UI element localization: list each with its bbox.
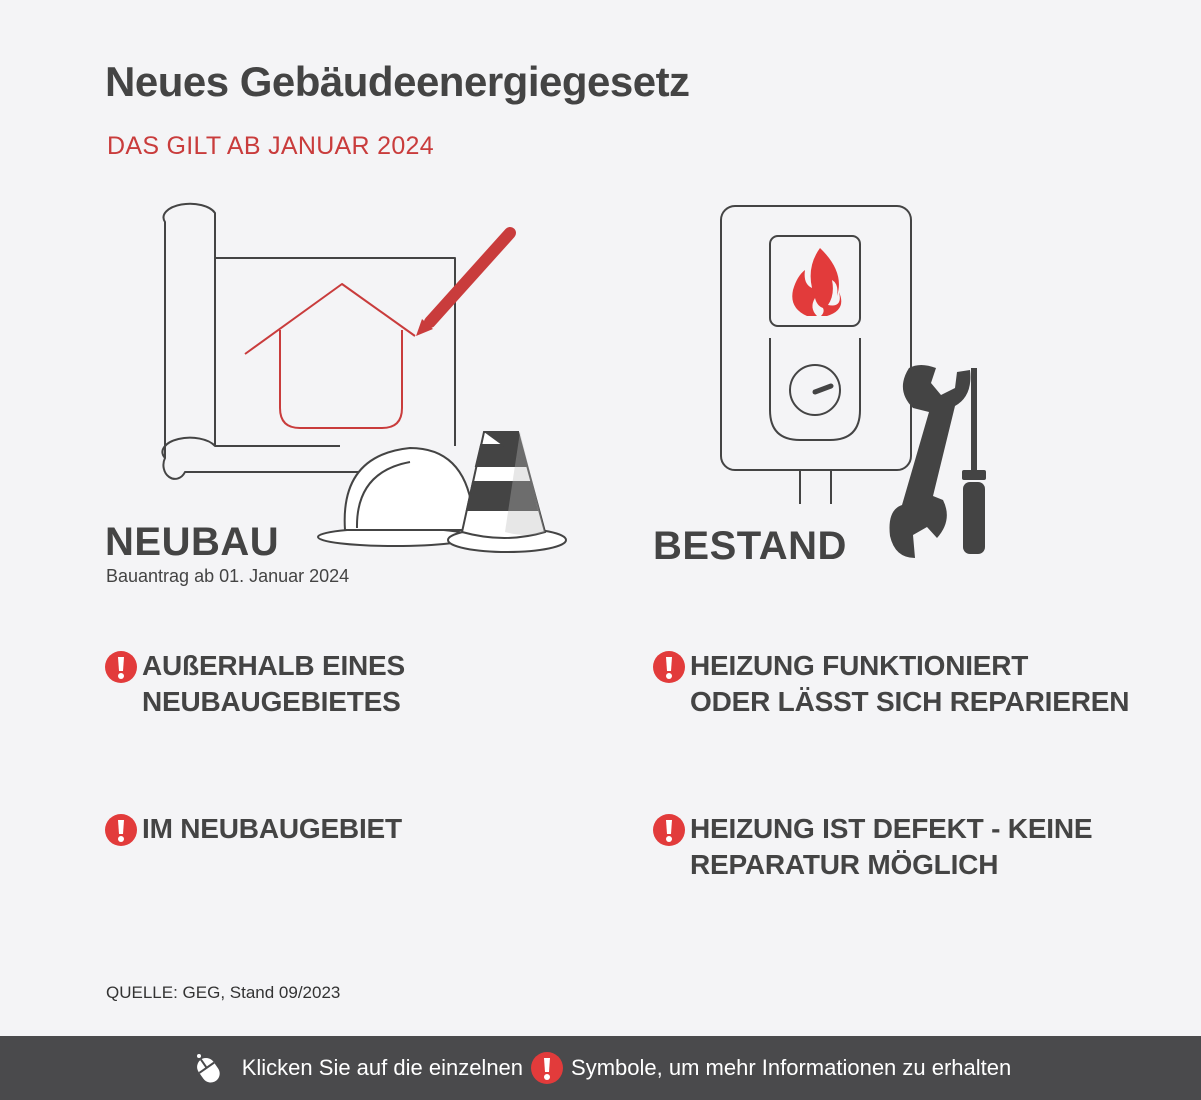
- info-line: AUßERHALB EINES: [142, 650, 406, 681]
- info-item-bestand-funktioniert[interactable]: [653, 648, 1129, 720]
- info-line: REPARATUR MÖGLICH: [690, 849, 999, 880]
- info-item-neubau-ausserhalb[interactable]: [105, 648, 405, 720]
- info-item-bestand-defekt[interactable]: [653, 811, 1092, 883]
- neubau-subtitle: Bauantrag ab 01. Januar 2024: [106, 566, 350, 586]
- footer-hint-bar: [0, 1036, 1201, 1100]
- page-subtitle: DAS GILT AB JANUAR 2024: [107, 132, 434, 160]
- info-line: ODER LÄSST SICH REPARIEREN: [690, 686, 1130, 717]
- info-line: IM NEUBAUGEBIET: [142, 813, 402, 844]
- exclamation-circle-icon[interactable]: [653, 651, 685, 683]
- info-line: HEIZUNG IST DEFEKT - KEINE: [690, 813, 1093, 844]
- footer-text-before: Klicken Sie auf die einzelnen: [241, 1055, 524, 1080]
- boiler-flame-wrench-screwdriver-icon: [715, 200, 1005, 565]
- exclamation-circle-icon: [531, 1052, 563, 1084]
- exclamation-circle-icon[interactable]: [105, 814, 137, 846]
- source-note: QUELLE: GEG, Stand 09/2023: [106, 983, 341, 1002]
- info-line: NEUBAUGEBIETES: [142, 686, 401, 717]
- info-line: HEIZUNG FUNKTIONIERT: [690, 650, 1029, 681]
- bestand-label: BESTAND: [653, 524, 847, 568]
- footer-text-after: Symbole, um mehr Informationen zu erhalten: [571, 1055, 1012, 1080]
- blueprint-house-pencil-helmet-cone-icon: [160, 200, 580, 560]
- neubau-label: NEUBAU: [105, 520, 280, 564]
- mouse-click-icon: [190, 1050, 224, 1086]
- exclamation-circle-icon[interactable]: [105, 651, 137, 683]
- exclamation-circle-icon[interactable]: [653, 814, 685, 846]
- info-item-neubau-im-gebiet[interactable]: [105, 811, 402, 847]
- page-title: Neues Gebäudeenergiegesetz: [105, 58, 690, 105]
